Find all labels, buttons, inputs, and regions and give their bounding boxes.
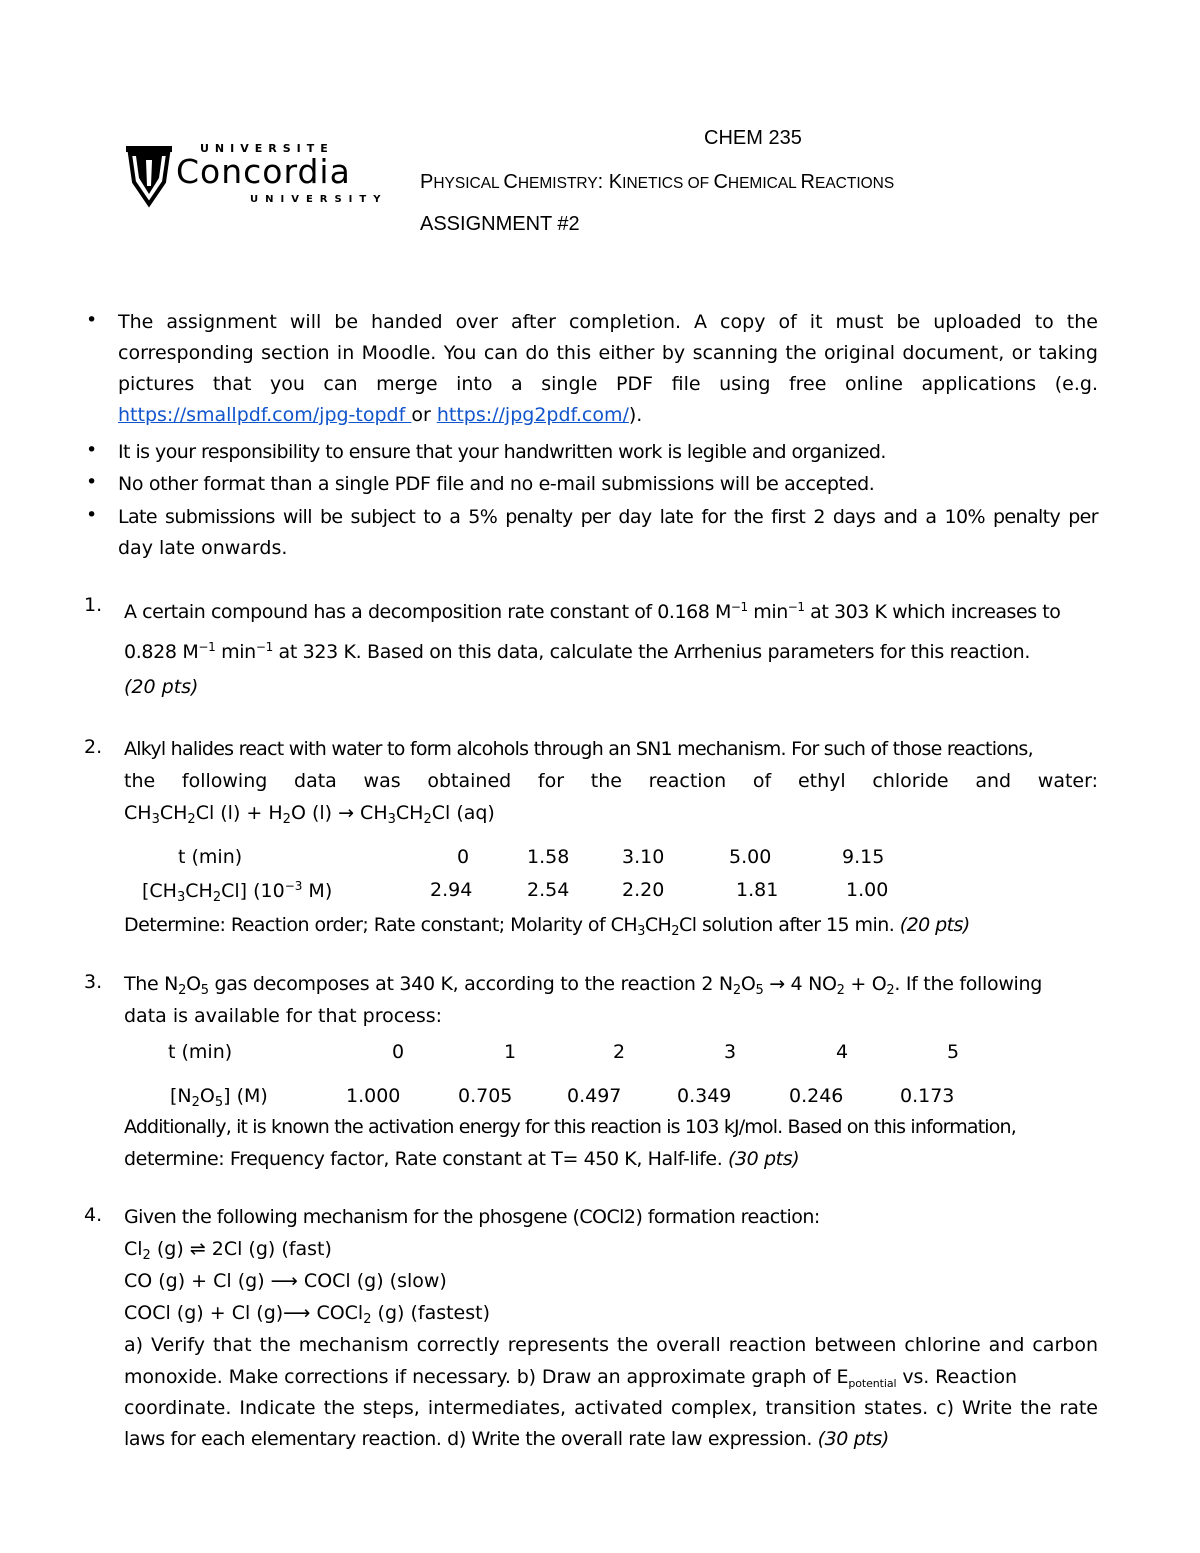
- table-row-label: $[CH_3CH_2Cl]$ ($10^{-3}$ M): [142, 879, 333, 905]
- question-2-equation: $CH_3CH_2Cl$ $(l) + H_2O$ $(l) \to CH_3CH_2Cl$ (aq): [124, 802, 495, 827]
- question-1-line-1: A certain compound has a decomposition rate constant of 0.168 $M^{-1}$ $\min^{-1}$ at 303 K which increases to: [124, 600, 1061, 623]
- question-4-number: 4.: [84, 1204, 103, 1226]
- question-4-para-4: laws for each elementary reaction. d) Write the overall rate law expression. (30 pts): [124, 1428, 889, 1450]
- logo-bottom-text: UNIVERSITY: [250, 194, 388, 205]
- table-cell: 0: [392, 1041, 405, 1063]
- bullet-1-line-4: https://smallpdf.com/jpg-topdf or https://jpg2pdf.com/).: [118, 404, 643, 426]
- table-cell: 1: [504, 1041, 517, 1063]
- concordia-logo: [124, 140, 388, 212]
- table-cell: 9.15: [842, 846, 885, 868]
- table-cell: 0.173: [900, 1085, 955, 1107]
- table-cell: 2.54: [527, 879, 570, 901]
- table-cell: 0: [457, 846, 470, 868]
- course-code: CHEM 235: [704, 127, 802, 149]
- bullet-3: •: [86, 471, 98, 493]
- question-2-number: 2.: [84, 736, 103, 758]
- table-cell: 1.81: [736, 879, 779, 901]
- table-row-label: t (min): [168, 1041, 233, 1063]
- table-cell: 1.000: [346, 1085, 401, 1107]
- question-1-number: 1.: [84, 594, 103, 616]
- logo-top-text: UNIVERSITE: [200, 142, 334, 155]
- question-4-line-1: Given the following mechanism for the phosgene (COCl2) formation reaction:: [124, 1206, 820, 1228]
- question-3-line-3: Additionally, it is known the activation energy for this reaction is 103 kJ/mol. Based on this information,: [124, 1116, 1016, 1138]
- jpg2pdf-link[interactable]: https://jpg2pdf.com/: [436, 404, 629, 426]
- bullet-2-text: It is your responsibility to ensure that your handwritten work is legible and organized.: [118, 441, 886, 463]
- table-cell: 5.00: [729, 846, 772, 868]
- bullet-2: •: [86, 439, 98, 461]
- question-3-number: 3.: [84, 971, 103, 993]
- table-cell: 2.94: [430, 879, 473, 901]
- question-2-line-1: Alkyl halides react with water to form alcohols through an SN1 mechanism. For such of those reactions,: [124, 738, 1033, 760]
- table-cell: 5: [947, 1041, 960, 1063]
- table-cell: 1.00: [846, 879, 889, 901]
- question-3-line-4: determine: Frequency factor, Rate constant at T= 450 K, Half-life. (30 pts): [124, 1148, 800, 1170]
- table-row-label: $[N_2O_5]$ (M): [170, 1085, 268, 1110]
- question-4-para-1: a) Verify that the mechanism correctly represents the overall reaction between chlorine and carbon: [124, 1334, 1098, 1356]
- question-2-line-2: the following data was obtained for the reaction of ethyl chloride and water:: [124, 770, 1098, 792]
- bullet-3-text: No other format than a single PDF file and no e-mail submissions will be accepted.: [118, 473, 875, 495]
- smallpdf-link[interactable]: https://smallpdf.com/jpg-topdf: [118, 404, 412, 426]
- table-cell: 2.20: [622, 879, 665, 901]
- table-row-label: t (min): [178, 846, 243, 868]
- bullet-1: •: [86, 309, 98, 331]
- bullet-4-line-1: Late submissions will be subject to a 5% penalty per day late for the first 2 days and a 10% penalty per: [118, 506, 1098, 528]
- mechanism-step-3: COCl (g) + Cl (g)⟶ COCl$_2$ (g) (fastest): [124, 1302, 491, 1327]
- table-cell: 2: [613, 1041, 626, 1063]
- table-cell: 0.349: [677, 1085, 732, 1107]
- table-cell: 3: [724, 1041, 737, 1063]
- bullet-1-line-3: pictures that you can merge into a single PDF file using free online applications (e.g.: [118, 373, 1098, 395]
- question-3-line-2: data is available for that process:: [124, 1005, 443, 1027]
- question-1-points: (20 pts): [124, 676, 199, 698]
- table-cell: 4: [836, 1041, 849, 1063]
- shield-icon: [124, 142, 174, 208]
- bullet-4-line-2: day late onwards.: [118, 537, 288, 559]
- table-cell: 3.10: [622, 846, 665, 868]
- bullet-1-line-1: The assignment will be handed over after completion. A copy of it must be uploaded to the: [118, 311, 1098, 333]
- question-4-para-3: coordinate. Indicate the steps, intermediates, activated complex, transition states. c) Write the rate: [124, 1397, 1098, 1419]
- logo-name: Concordia: [176, 152, 351, 191]
- table-cell: 1.58: [527, 846, 570, 868]
- table-cell: 0.246: [789, 1085, 844, 1107]
- bullet-1-line-2: corresponding section in Moodle. You can do this either by scanning the original document, or taking: [118, 342, 1098, 364]
- assignment-title: ASSIGNMENT #2: [420, 213, 580, 235]
- question-3-line-1: The $N_2O_5$ gas decomposes at 340 K, according to the reaction 2 $N_2O_5 \to 4$ $NO_2 + O_2$. If the following: [124, 973, 1043, 998]
- question-2-determine: Determine: Reaction order; Rate constant; Molarity of $CH_3CH_2Cl$ solution after 15 min. (20 pts): [124, 914, 970, 939]
- table-cell: 0.497: [567, 1085, 622, 1107]
- course-subtitle: PHYSICAL CHEMISTRY: KINETICS OF CHEMICAL REACTIONS: [420, 171, 895, 193]
- question-1-line-2: 0.828 $M^{-1}$ $\min^{-1}$ at 323 K. Based on this data, calculate the Arrhenius parameters for this reaction.: [124, 640, 1031, 663]
- question-4-para-2: monoxide. Make corrections if necessary. b) Draw an approximate graph of $E_{potential}$ vs. Reaction: [124, 1366, 1017, 1390]
- table-cell: 0.705: [458, 1085, 513, 1107]
- bullet-4: •: [86, 504, 98, 526]
- mechanism-step-2: CO (g) + Cl (g) ⟶ COCl (g) (slow): [124, 1270, 447, 1292]
- mechanism-step-1: $Cl_2$ (g) ⇌ 2Cl (g) (fast): [124, 1238, 332, 1263]
